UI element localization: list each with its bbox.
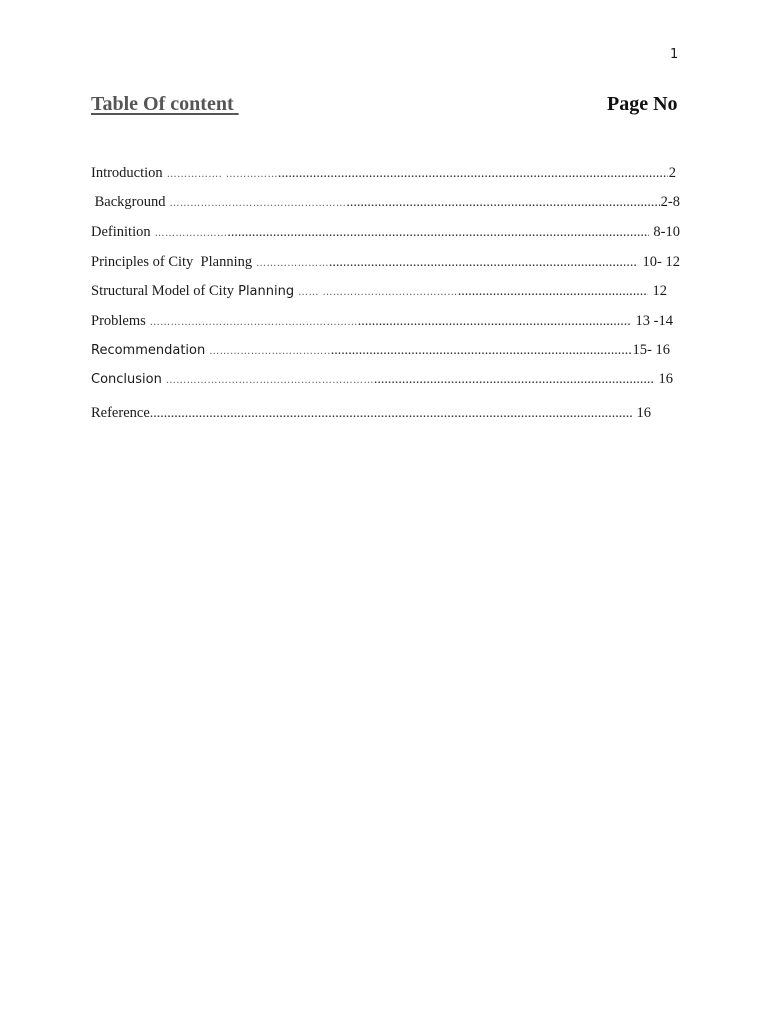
toc-row-definition[interactable] (91, 224, 680, 242)
toc-label-tail: Planning (233, 284, 295, 299)
toc-page: 2 (668, 165, 676, 181)
toc-label: Principles of City Planning (91, 254, 253, 270)
toc-dot-leader (346, 195, 659, 211)
toc-leader: …………………………………………………… (149, 317, 358, 328)
toc-row-reference[interactable] (91, 405, 651, 423)
toc-row-problems[interactable] (91, 313, 673, 331)
toc-leader: …………………………………………… (169, 198, 347, 209)
toc-row-background[interactable] (91, 194, 680, 212)
toc-label: Problems (91, 313, 146, 329)
toc-page: 8-10 (649, 224, 680, 240)
toc-row-conclusion[interactable] (91, 371, 673, 389)
toc-dot-leader (150, 406, 632, 422)
page-number: 1 (670, 47, 679, 62)
toc-leader: …… ………………………………… (298, 287, 458, 298)
toc-label: Background (91, 194, 166, 210)
toc-label: Conclusion (91, 372, 162, 387)
toc-label: Introduction (91, 165, 163, 181)
toc-dot-leader (329, 255, 638, 271)
toc-page: 10- 12 (638, 254, 680, 270)
toc-page: 2-8 (660, 194, 680, 210)
toc-dot-leader (331, 343, 632, 359)
toc-row-introduction[interactable] (91, 165, 676, 183)
toc-page: 12 (648, 283, 667, 299)
toc-label: Recommendation (91, 343, 206, 358)
toc-page: 15- 16 (632, 342, 670, 358)
toc-leader: ………………… (154, 228, 228, 239)
toc-page: 13 -14 (631, 313, 673, 329)
toc-row-principles[interactable] (91, 254, 680, 272)
toc-leader: …………………………………………………… (165, 375, 374, 386)
toc-label: Definition (91, 224, 151, 240)
toc-dot-leader (227, 225, 648, 241)
toc-page: 16 (654, 371, 673, 387)
page-column-heading: Page No (607, 93, 678, 115)
toc-dot-leader (358, 314, 631, 330)
toc-leader: …………………………….. (209, 346, 331, 357)
toc-leader: ……………. …………… (166, 169, 278, 180)
toc-row-structural-model[interactable] (91, 283, 667, 301)
toc-dot-leader (278, 166, 668, 182)
toc-row-recommendation[interactable] (91, 342, 670, 360)
toc-page: 16 (632, 405, 651, 421)
toc-leader: ………………… (256, 258, 329, 269)
toc-title: Table Of content (91, 93, 234, 115)
toc-dot-leader (374, 372, 654, 388)
toc-label: Reference (91, 405, 150, 421)
toc-label: Structural Model of City Planning (91, 283, 295, 299)
toc-dot-leader (458, 284, 648, 300)
